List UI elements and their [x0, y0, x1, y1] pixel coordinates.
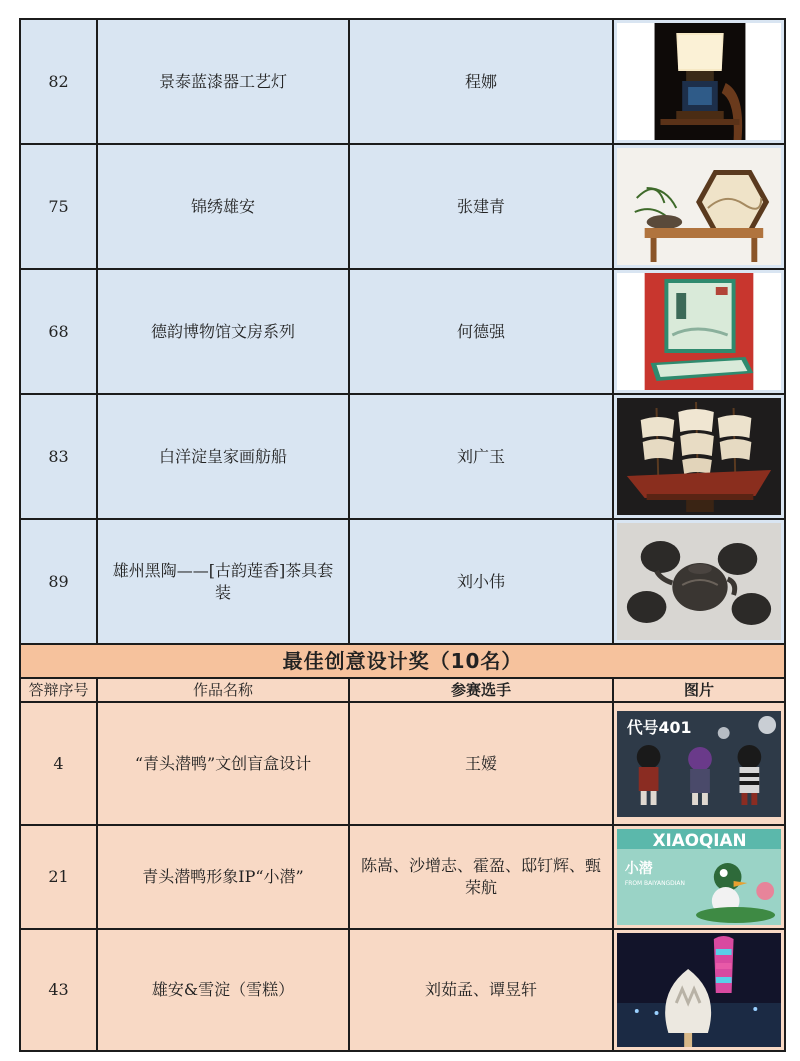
embroidery-photo: [613, 144, 785, 269]
work-title: 白洋淀皇家画舫船: [97, 394, 349, 519]
work-title: 雄安&雪淀（雪糕）: [97, 929, 349, 1051]
entry-number: 75: [20, 144, 97, 269]
table-row: [20, 825, 785, 929]
column-header-designer: 参赛选手: [349, 678, 613, 702]
table-row: [20, 702, 785, 825]
section-title-row: [20, 644, 785, 678]
popsicle-photo: [613, 929, 785, 1051]
entry-number: 21: [20, 825, 97, 929]
photo-caption: 代号401: [626, 717, 692, 737]
designer-name: 刘小伟: [349, 519, 613, 644]
table-row: [20, 19, 785, 144]
work-title: 雄州黑陶——[古韵莲香]茶具套装: [97, 519, 349, 644]
column-header-title: 作品名称: [97, 678, 349, 702]
designer-name: 王嫒: [349, 702, 613, 825]
designer-name: 程娜: [349, 19, 613, 144]
table-row: [20, 929, 785, 1051]
designer-name: 何德强: [349, 269, 613, 394]
column-header-row: [20, 678, 785, 702]
duck-figures-photo: [613, 702, 785, 825]
photo-caption: FROM BAIYANGDIAN: [624, 879, 685, 888]
table-row: [20, 144, 785, 269]
designer-name: 陈嵩、沙增志、霍盈、邸钉辉、甄荣航: [349, 825, 613, 929]
work-title: 锦绣雄安: [97, 144, 349, 269]
table-row: [20, 269, 785, 394]
table-row: [20, 394, 785, 519]
column-header-image: 图片: [613, 678, 785, 702]
lamp-photo: [613, 19, 785, 144]
designer-name: 刘广玉: [349, 394, 613, 519]
entry-number: 4: [20, 702, 97, 825]
column-header-number: 答辩序号: [20, 678, 97, 702]
entry-number: 43: [20, 929, 97, 1051]
entry-number: 83: [20, 394, 97, 519]
awards-table: [19, 18, 786, 1052]
black-pottery-tea-set-photo: [613, 519, 785, 644]
entry-number: 82: [20, 19, 97, 144]
work-title: 青头潜鸭形象IP“小潜”: [97, 825, 349, 929]
duck-mascot-photo: [613, 825, 785, 929]
photo-caption: XIAOQIAN: [652, 829, 747, 851]
work-title: 景泰蓝漆器工艺灯: [97, 19, 349, 144]
table-row: [20, 519, 785, 644]
photo-caption: 小潜: [624, 860, 653, 878]
designer-name: 刘茹孟、谭昱轩: [349, 929, 613, 1051]
work-title: 德韵博物馆文房系列: [97, 269, 349, 394]
section-title: 最佳创意设计奖（10名）: [20, 644, 785, 678]
entry-number: 89: [20, 519, 97, 644]
work-title: “青头潜鸭”文创盲盒设计: [97, 702, 349, 825]
entry-number: 68: [20, 269, 97, 394]
stationery-box-photo: [613, 269, 785, 394]
designer-name: 张建青: [349, 144, 613, 269]
sailing-ship-photo: [613, 394, 785, 519]
